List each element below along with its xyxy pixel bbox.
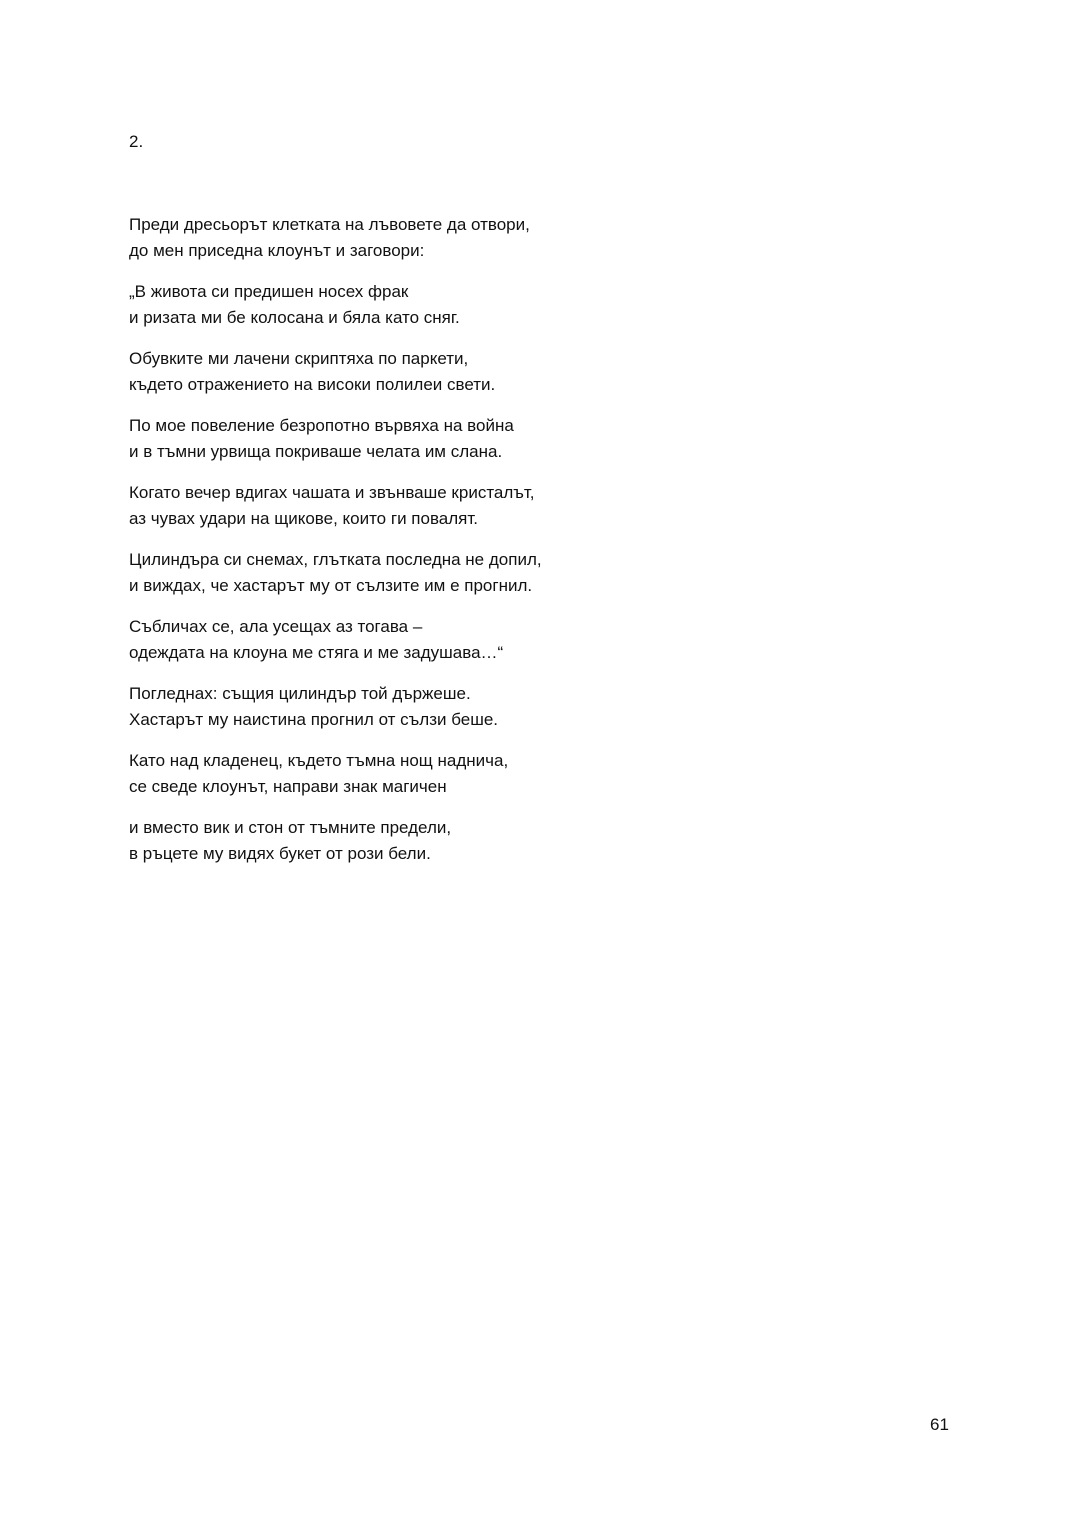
poem-line: в ръцете му видях букет от рози бели.	[129, 844, 431, 863]
poem-line: Когато вечер вдигах чашата и звънваше кристалът,	[129, 483, 535, 502]
poem-line: и вместо вик и стон от тъмните предели,	[129, 818, 452, 837]
poem-line: Като над кладенец, където тъмна нощ надничa,	[129, 751, 509, 770]
stanza	[129, 681, 849, 733]
stanza	[129, 480, 849, 532]
poem-line: и в тъмни урвища покриваше челата им слана.	[129, 442, 503, 461]
poem-line: „В живота си предишен носех фрак	[129, 282, 409, 301]
stanza	[129, 547, 849, 599]
poem-line: Хастарът му наистина прогнил от сълзи беше.	[129, 710, 499, 729]
stanza	[129, 413, 849, 465]
poem-line: и ризата ми бе колосана и бяла като сняг.	[129, 308, 460, 327]
poem-line: аз чувах удари на щикове, които ги повалят.	[129, 509, 478, 528]
poem-line: Цилиндъра си снемах, глътката последна не допил,	[129, 550, 542, 569]
stanza	[129, 614, 849, 666]
poem-line: Обувките ми лачени скриптяха по паркети,	[129, 349, 469, 368]
stanza	[129, 279, 849, 331]
poem	[129, 212, 849, 882]
poem-line: се сведе клоунът, направи знак магичен	[129, 777, 447, 796]
poem-line: Събличах се, ала усещах аз тогава –	[129, 617, 423, 636]
poem-line: одеждата на клоуна ме стяга и ме задушава…“	[129, 643, 504, 662]
poem-line: По мое повеление безропотно вървяха на война	[129, 416, 514, 435]
section-number: 2.	[129, 132, 144, 151]
stanza	[129, 748, 849, 800]
page-number: 61	[930, 1415, 949, 1434]
stanza	[129, 212, 849, 264]
poem-line: Преди дресьорът клетката на лъвовете да отвори,	[129, 215, 530, 234]
poem-line: където отражението на високи полилеи свети.	[129, 375, 496, 394]
poem-line: и виждах, че хастарът му от сълзите им е прогнил.	[129, 576, 533, 595]
stanza	[129, 346, 849, 398]
poem-line: Погледнах: същия цилиндър той държеше.	[129, 684, 471, 703]
stanza	[129, 815, 849, 867]
poem-line: до мен приседна клоунът и заговори:	[129, 241, 425, 260]
